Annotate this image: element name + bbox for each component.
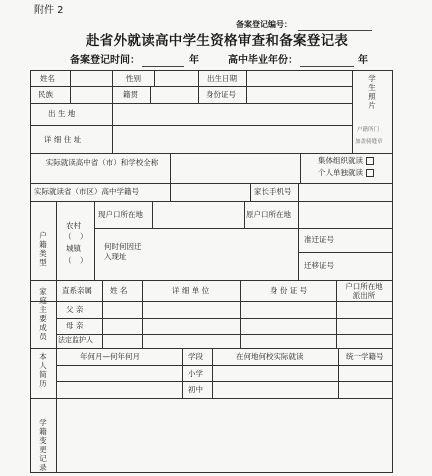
family-section-label: 家庭主要成员 [39, 287, 47, 341]
individual-option[interactable] [318, 169, 374, 177]
family-id-header: 身 份 证 号 [270, 286, 308, 295]
work-unit-header: 详 细 单 位 [172, 286, 210, 295]
primary-label: 小学 [188, 369, 203, 378]
grad-year-char: 年 [358, 55, 368, 66]
form-title: 赴省外就读高中学生资格审查和备案登记表 [86, 33, 349, 49]
actual-school-label: 实际就读高中省（市）和学校全称 [45, 158, 159, 167]
rural-label: 农村 [66, 221, 81, 230]
record-no-label: 备案登记编号： [236, 20, 292, 29]
birthplace-label: 出 生 地 [48, 109, 76, 118]
collective-text: 集体组织就读 [318, 156, 363, 165]
family-name-header: 姓 名 [110, 286, 128, 295]
attachment-label: 附件 2 [34, 5, 64, 16]
ethnicity-label: 民族 [38, 90, 53, 99]
table-border-left [30, 70, 31, 473]
relation-header: 直系亲属 [62, 286, 92, 295]
table-border-bottom [30, 472, 393, 473]
father-label: 父 亲 [66, 305, 84, 314]
household-type-label: 户籍类型 [39, 231, 47, 267]
photo-note-2: 加盖骑缝章 [355, 139, 383, 145]
grad-year-label: 高中毕业年份： [228, 55, 298, 66]
grad-year-field[interactable] [300, 66, 354, 67]
urban-paren-open: （ [64, 256, 72, 265]
individual-text: 个人单独就读 [318, 168, 363, 177]
gender-label: 性别 [126, 74, 141, 83]
period-header: 年何月—何年何月 [80, 352, 140, 361]
id-no-label: 身份证号 [206, 90, 236, 99]
photo-note-1: 户籍所门 [357, 127, 380, 133]
name-label: 姓名 [40, 74, 55, 83]
changes-section-label: 学籍变更记录 [39, 418, 47, 472]
individual-checkbox[interactable] [366, 169, 374, 177]
birth-date-label: 出生日期 [207, 74, 237, 83]
resume-section-label: 本人简历 [39, 352, 47, 388]
rural-paren-close: ） [80, 232, 88, 241]
reg-year-char: 年 [189, 55, 199, 66]
parent-phone-label: 家长手机号 [254, 187, 292, 196]
student-no-label: 实际就读省（市区）高中学籍号 [34, 187, 139, 196]
mother-label: 母 亲 [66, 321, 84, 330]
unified-no-header: 统一学籍号 [346, 352, 384, 361]
moved-out-label: 何时何因迁入现址 [104, 242, 142, 261]
stage-header: 学段 [188, 352, 203, 361]
guardian-label: 法定监护人 [58, 336, 93, 344]
photo-label: 学生照片 [368, 74, 376, 110]
current-hukou-label: 现户口所在地 [98, 210, 143, 219]
address-label: 详 细 住 址 [44, 135, 82, 144]
rural-paren-open: （ [64, 232, 72, 241]
junior-label: 初中 [188, 385, 203, 394]
collective-checkbox[interactable] [366, 157, 374, 165]
resume-school-header: 在何地何校实际就读 [236, 352, 304, 361]
reg-time-label: 备案登记时间： [70, 55, 140, 66]
record-no-field[interactable] [298, 30, 372, 31]
native-place-label: 籍贯 [123, 90, 138, 99]
reg-time-field[interactable] [142, 66, 184, 67]
table-border-top [30, 70, 393, 71]
move-in-no-label: 准迁证号 [304, 235, 334, 244]
urban-label: 城镇 [66, 244, 81, 253]
urban-paren-close: ） [80, 256, 88, 265]
table-border-right [392, 70, 393, 473]
original-hukou-label: 原户口所在地 [246, 210, 291, 219]
police-header: 户口所在地派出所 [345, 282, 383, 300]
collective-option[interactable] [318, 157, 374, 165]
move-out-no-label: 迁移证号 [304, 261, 334, 270]
